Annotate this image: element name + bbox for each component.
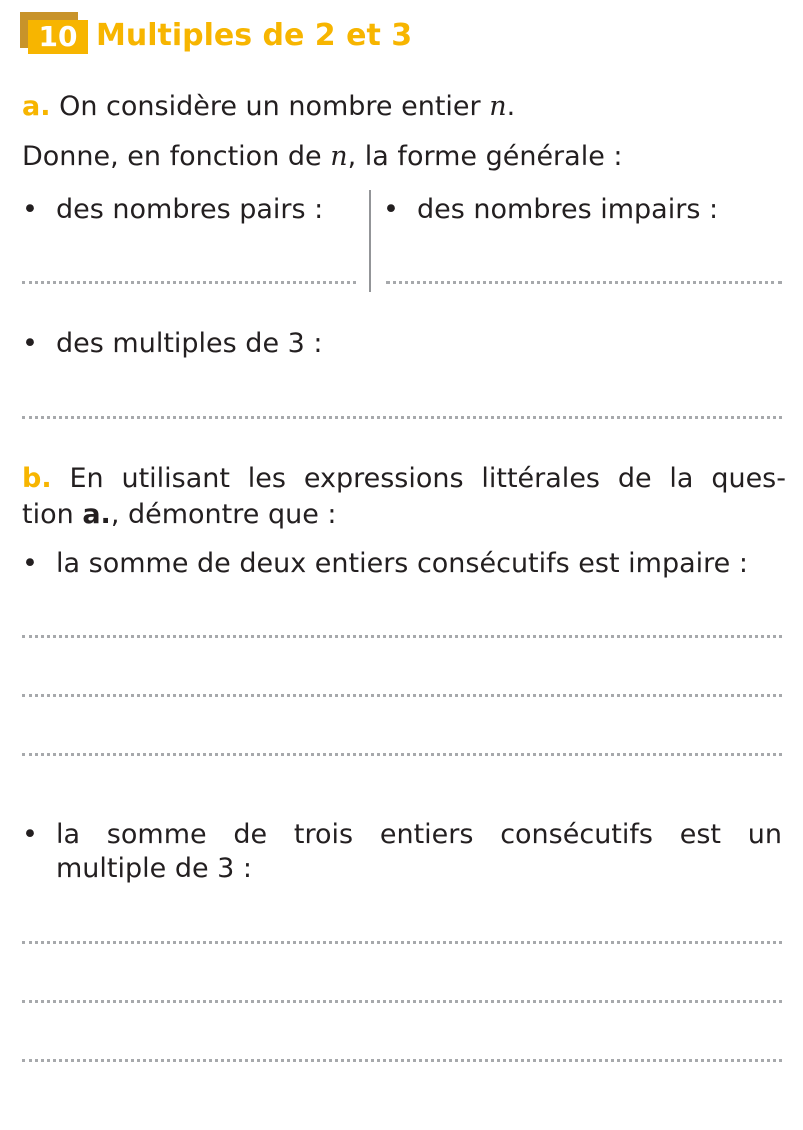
answer-line-sum-two-2[interactable] <box>22 694 782 697</box>
part-b-intro-text: En utilisant les expressions littérales de la ques- <box>69 463 786 494</box>
bullet-icon: • <box>22 194 38 225</box>
answer-line-sum-three-3[interactable] <box>22 1059 782 1062</box>
part-b-intro-line2 <box>22 497 337 533</box>
bullet-sum-two: la somme de deux entiers consécutifs est impaire : <box>56 548 748 579</box>
answer-line-sum-three-1[interactable] <box>22 941 782 944</box>
bullet-icon: • <box>383 194 399 225</box>
answer-line-sum-three-2[interactable] <box>22 1000 782 1003</box>
bullet-sum-three-line1: la somme de trois entiers consécutifs est un <box>56 819 782 850</box>
part-a-line1 <box>22 89 515 125</box>
bullet-impairs: des nombres impairs : <box>417 194 719 225</box>
answer-line-impairs[interactable] <box>386 281 782 284</box>
column-divider <box>369 190 371 292</box>
bullet-sum-three-line2: multiple de 3 : <box>56 853 253 884</box>
part-a-line2-text: Donne, en fonction de <box>22 141 322 172</box>
part-b-intro-line1 <box>22 461 786 497</box>
period: . <box>506 91 516 122</box>
answer-line-multiples3[interactable] <box>22 416 782 419</box>
part-a-line2-end: , la forme générale : <box>347 141 623 172</box>
bullet-icon: • <box>22 819 38 850</box>
part-b-label: b. <box>22 463 52 494</box>
part-a-label: a. <box>22 91 51 122</box>
part-b-intro-end: , démontre que : <box>110 499 337 530</box>
part-a-line2 <box>22 139 623 175</box>
bullet-icon: • <box>22 328 38 359</box>
exercise-title: Multiples de 2 et 3 <box>96 18 413 53</box>
part-a-line1-text: On considère un nombre entier <box>59 91 481 122</box>
variable-n: n <box>489 91 507 122</box>
bullet-multiples3: des multiples de 3 : <box>56 328 323 359</box>
part-b-intro-tion: tion <box>22 499 74 530</box>
answer-line-sum-two-3[interactable] <box>22 753 782 756</box>
question-ref: a. <box>82 499 111 530</box>
variable-n: n <box>330 141 348 172</box>
answer-line-sum-two-1[interactable] <box>22 635 782 638</box>
exercise-number: 10 <box>38 20 78 53</box>
bullet-icon: • <box>22 548 38 579</box>
answer-line-pairs[interactable] <box>22 281 356 284</box>
bullet-pairs: des nombres pairs : <box>56 194 324 225</box>
